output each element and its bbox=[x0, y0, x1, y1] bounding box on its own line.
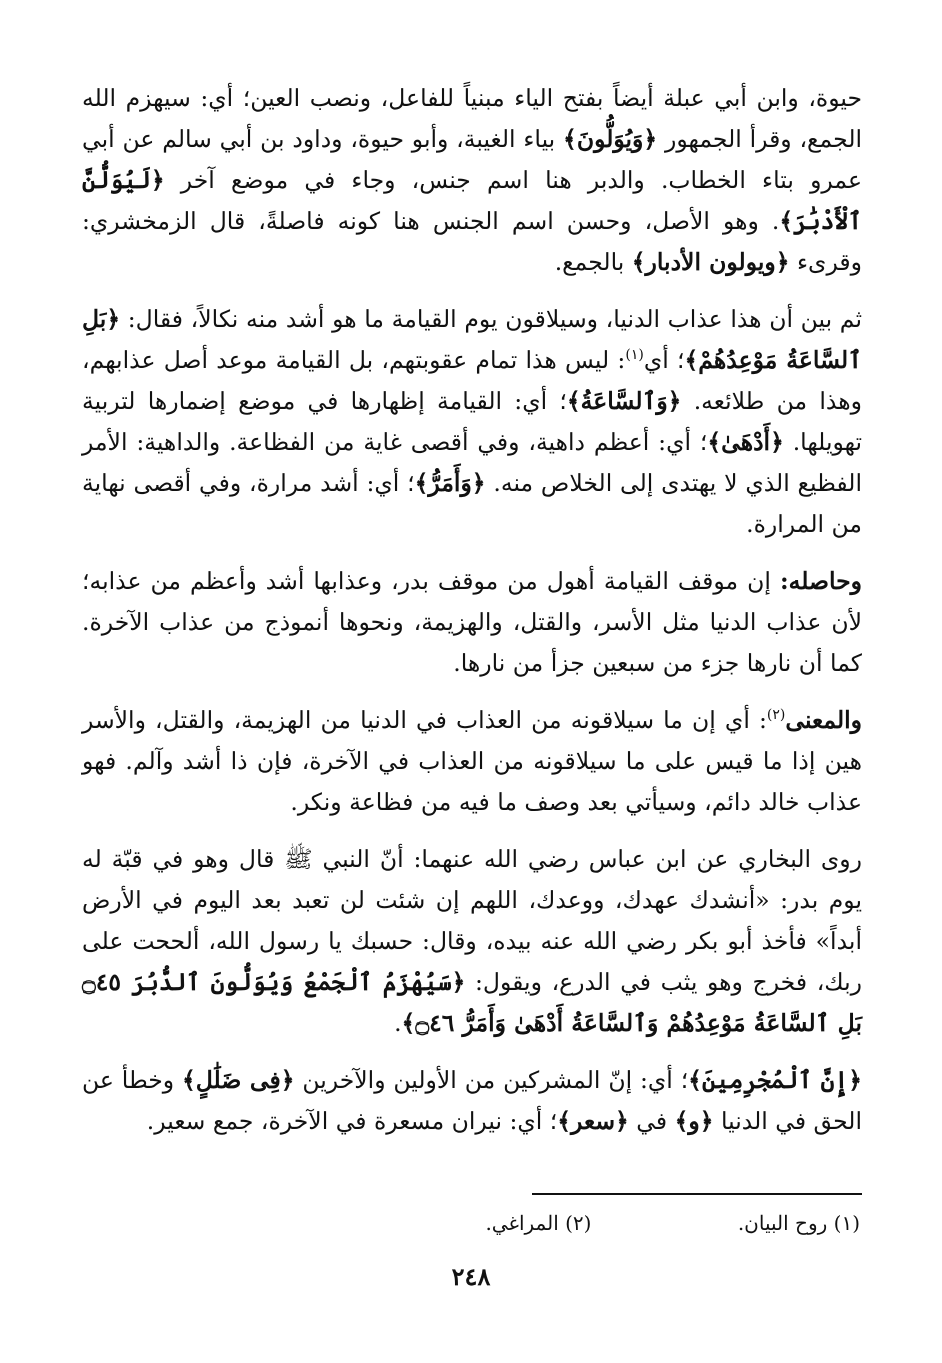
footnote-ref: (٢) bbox=[766, 707, 786, 724]
text-run: ؛ أي bbox=[643, 346, 685, 374]
paragraph bbox=[82, 561, 862, 684]
page-number: ٢٤٨ bbox=[451, 1262, 491, 1291]
text-run: . bbox=[394, 1009, 402, 1037]
text-run: ؛ أي: أعظم داهية، وفي أقصى غاية من الفظاعة. والداهية: الأمر الفظيع الذي لا يهتدى إلى الخلاص منه. bbox=[82, 428, 862, 497]
text-run: حيوة، وابن أبي عبلة أيضاً بفتح الياء مبنياً للفاعل، ونصب العين؛ أي: سيهزم الله الجمع، وقرأ الجمهور bbox=[82, 84, 863, 153]
quran-quote: ﴿وَٱلسَّاعَةُ﴾ bbox=[566, 387, 682, 415]
text-run: : أي إن ما سيلاقونه من العذاب في الدنيا من الهزيمة، والقتل، والأسر هين إذا ما قيس على ما سيلاقونه من العذاب في الآخرة، فإن ذا أشد وآلم. فهو عذاب خالد دائم، وسيأتي بعد وصف ما فيه من فظاعة ونكر. bbox=[82, 706, 862, 816]
text-run: ؛ أي: أشد مرارة، وفي أقصى نهاية من المرارة. bbox=[82, 469, 862, 538]
quran-quote: ﴿إِنَّ ٱلْمُجْرِمِينَ﴾ bbox=[688, 1066, 862, 1094]
quran-quote: ﴿بَلِ ٱلسَّاعَةُ مَوْعِدُهُمْ﴾ bbox=[82, 305, 862, 374]
text-run: ثم بين أن هذا عذاب الدنيا، وسيلاقون يوم القيامة ما هو أشد منه نكالاً، فقال: bbox=[120, 305, 862, 333]
text-run: روى البخاري عن ابن عباس رضي الله عنهما: أنّ النبي ﷺ قال وهو في قبّة له يوم بدر: «أنشدك عهدك، ووعدك، اللهم إن شئت لن تعبد بعد اليوم في الأرض أبداً» فأخذ أبو بكر رضي الله عنه بيده، وقال: حسبك يا رسول الله، ألححت على ربك، فخرج وهو يثب في الدرع، ويقول: bbox=[82, 845, 863, 996]
footnote-1: (١) روح البيان. bbox=[737, 1211, 860, 1235]
text-run: ؛ أي: القيامة إظهارها في موضع إضمارها لتربية تهويلها. bbox=[82, 387, 862, 456]
quran-quote: ﴿لَيُوَلُّنَّ ٱلْأَدْبَٰرَ﴾ bbox=[82, 166, 862, 235]
body-text bbox=[82, 78, 862, 1142]
paragraph bbox=[82, 700, 862, 823]
lead-term: والمعنى bbox=[785, 706, 862, 734]
quran-quote: ﴿و﴾ bbox=[674, 1107, 714, 1135]
paragraph bbox=[82, 839, 862, 1044]
footnote-divider bbox=[532, 1193, 862, 1195]
lead-term: وحاصله: bbox=[779, 567, 862, 595]
quran-quote: ﴿فِى ضَلَٰلٍ﴾ bbox=[181, 1066, 295, 1094]
footnote-2: (٢) المراغي. bbox=[485, 1211, 592, 1235]
text-run: وخطأ عن الحق في الدنيا bbox=[82, 1066, 862, 1135]
quran-quote: ﴿سَيُهْزَمُ ٱلْجَمْعُ وَيُوَلُّونَ ٱلدُّبُرَ ۝٤٥ بَلِ ٱلسَّاعَةُ مَوْعِدُهُمْ وَٱلسَّاعَةُ أَدْهَىٰ وَأَمَرُّ ۝٤٦﴾ bbox=[82, 968, 862, 1037]
paragraph bbox=[82, 299, 862, 545]
quran-quote: ﴿ويولون الأدبار﴾ bbox=[631, 248, 790, 276]
text-run: بياء الغيبة، وأبو حيوة، وداود بن أبي سالم عن أبي عمرو بتاء الخطاب. والدبر هنا اسم جنس، وجاء في موضع آخر bbox=[82, 125, 862, 194]
text-run: ؛ أي: إنّ المشركين من الأولين والآخرين bbox=[294, 1066, 689, 1094]
paragraph bbox=[82, 78, 862, 283]
quran-quote: ﴿أَدْهَىٰ﴾ bbox=[707, 428, 784, 456]
quran-quote: ﴿وَأَمَرُّ﴾ bbox=[414, 469, 486, 497]
text-run: : ليس هذا تمام عقوبتهم، بل القيامة موعد أصل عذابهم، وهذا من طلائعه. bbox=[82, 346, 862, 415]
text-run: . وهو الأصل، وحسن اسم الجنس هنا كونه فاصلةً، قال الزمخشري: وقرىء bbox=[82, 207, 862, 276]
paragraph bbox=[82, 1060, 862, 1142]
quran-quote: ﴿وَيُوَلُّونَ﴾ bbox=[563, 125, 658, 153]
text-run: بالجمع. bbox=[554, 248, 632, 276]
footnotes bbox=[82, 1208, 860, 1238]
footnote-ref: (١) bbox=[625, 347, 644, 364]
text-run: في bbox=[628, 1107, 675, 1135]
text-run: إن موقف القيامة أهول من موقف بدر، وعذابها أشد وأعظم من عذابه؛ لأن عذاب الدنيا مثل الأسر، والقتل، والهزيمة، ونحوها أنموذج من عذاب الآخرة. كما أن نارها جزء من سبعين جزأ من نارها. bbox=[82, 567, 862, 677]
quran-quote: ﴿سعر﴾ bbox=[557, 1107, 629, 1135]
text-run: ؛ أي: نيران مسعرة في الآخرة، جمع سعير. bbox=[146, 1107, 558, 1135]
